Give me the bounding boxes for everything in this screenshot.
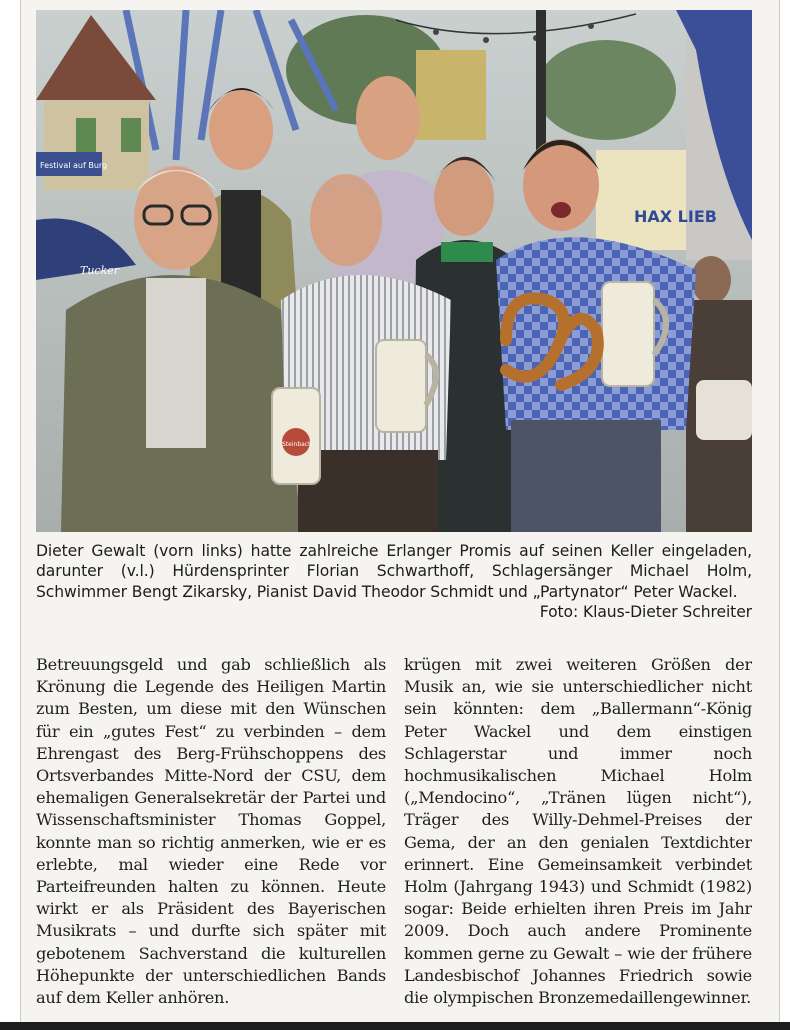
bystander — [691, 256, 731, 304]
banner-text: Festival auf Burg — [40, 161, 108, 170]
press-photo — [36, 10, 752, 532]
caption-text: Dieter Gewalt (vorn links) hatte zahlreiche Erlanger Promis auf seinen Keller eingeladen, darunter (v.l.) Hürdensprinter Florian Schwarthoff, Schlagersänger Michael Holm, Schwimmer Bengt Zikarsky, Pianist David Theodor Schmidt und „Partynator“ Peter Wackel. — [36, 542, 752, 601]
beer-stein — [272, 388, 320, 484]
photo-illustration — [36, 10, 752, 532]
photo-credit: Foto: Klaus-Dieter Schreiter — [539, 603, 752, 622]
stall-sign: HAX LIEB — [634, 207, 717, 226]
photo-caption — [36, 541, 752, 623]
stein-background — [696, 380, 752, 440]
umbrella-brand: Tucker — [80, 264, 120, 277]
stein-logo: Steinbach — [282, 441, 312, 448]
article-column-left: Betreuungsgeld und gab schließlich als Krönung die Legende des Heiligen Martin zum Besten, um diese mit den Wünschen für ein „gutes Fest“ zu verbinden – dem Ehrengast des Berg-Frühschoppens des Ortsverbandes Mitte-Nord der CSU, dem ehemaligen Generalsekretär der Partei und Wissenschaftsminister Thomas Goppel, konnte man so richtig anmerken, wie er es erlebte, mal wieder eine Rede vor Parteifreunden halten zu können. Heute wirkt er als Präsident des Bayerischen Musikrats – und durfte sich später mit gebotenem Sachverstand die kulturellen Höhepunkte der unterschiedlichen Bands auf dem Keller anhören. — [36, 655, 386, 1008]
article-column-right: krügen mit zwei weiteren Größen der Musik an, wie sie unterschiedlicher nicht sein könnten: dem „Ballermann“-König Peter Wackel und dem einstigen Schlagerstar und immer noch hochmusikalischen Michael Holm („Mendocino“, „Tränen lügen nicht“), Träger des Willy-Dehmel-Preises der Gema, der an den genialen Textdichter erinnert. Eine Gemeinsamkeit verbindet Holm (Jahrgang 1943) und Schmidt (1982) sogar: Beide erhielten ihren Preis im Jahr 2009. Doch auch andere Prominente kommen gerne zu Gewalt – wie der frühere Landesbischof Johannes Friedrich sowie die olympischen Bronzemedaillengewinner. — [404, 655, 752, 1008]
scan-edge — [0, 1022, 790, 1030]
beer-stein — [376, 340, 436, 432]
article-body — [36, 654, 752, 1030]
fair-ride — [416, 50, 486, 140]
tree — [536, 40, 676, 140]
